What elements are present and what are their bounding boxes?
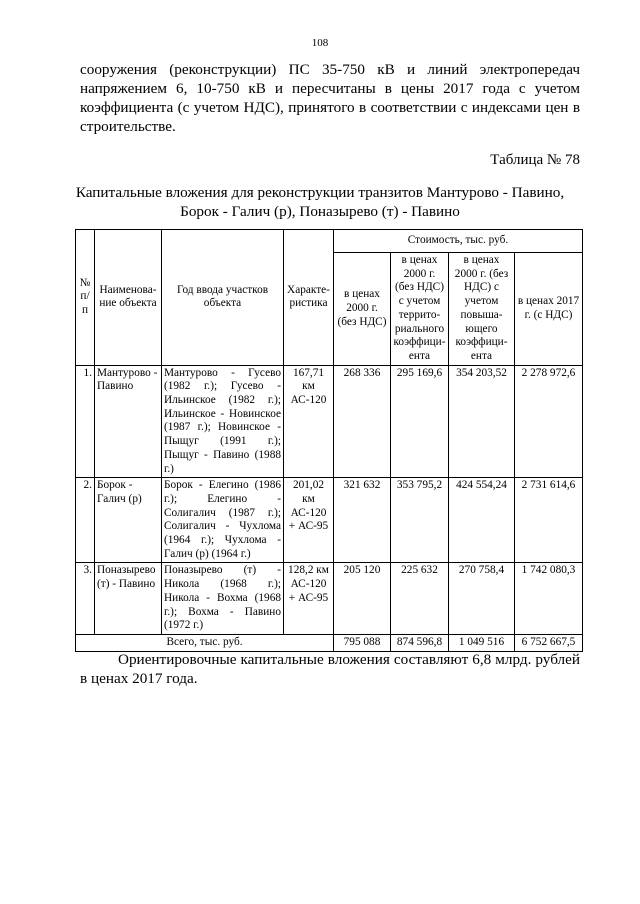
total-cost-2017: 6 752 667,5 (515, 634, 583, 651)
row-num: 2. (76, 478, 95, 563)
row-years: Мантурово - Гусево (1982 г.); Гусево - Ильинское (1982 г.); Ильинское - Новинское (1987 г.); Новинское - Пыщуг (1991 г.); Пыщуг - Павино (1988 г.) (162, 365, 284, 478)
header-characteristic: Характе-ристика (284, 230, 334, 366)
table-row (76, 365, 583, 478)
table-number: Таблица № 78 (490, 152, 580, 168)
header-year: Год ввода участков объекта (162, 230, 284, 366)
row-cost-2000-increasing: 354 203,52 (449, 365, 515, 478)
header-cost-2000-territorial: в ценах 2000 г. (без НДС) с учетом террито-риального коэффици-ента (391, 253, 449, 366)
row-characteristic: 201,02 км АС-120 + АС-95 (284, 478, 334, 563)
row-cost-2000: 268 336 (334, 365, 391, 478)
row-cost-2000-territorial: 225 632 (391, 563, 449, 635)
row-cost-2017: 2 278 972,6 (515, 365, 583, 478)
row-characteristic: 167,71 км АС-120 (284, 365, 334, 478)
total-cost-2000-territorial: 874 596,8 (391, 634, 449, 651)
conclusion-text: Ориентировочные капитальные вложения составляют 6,8 млрд. рублей в ценах 2017 года. (80, 651, 580, 687)
row-num: 1. (76, 365, 95, 478)
total-cost-2000-increasing: 1 049 516 (449, 634, 515, 651)
row-cost-2017: 2 731 614,6 (515, 478, 583, 563)
header-cost-2000: в ценах 2000 г. (без НДС) (334, 253, 391, 366)
intro-paragraph (80, 60, 580, 136)
intro-text: сооружения (реконструкции) ПС 35-750 кВ и линий электропередач напряжением 6, 10-750 кВ и пересчитаны в цены 2017 года с учетом коэффициента (с учетом НДС), принятого в соответствии с индексами цен в строительстве. (80, 61, 580, 135)
table-row (76, 563, 583, 635)
row-cost-2000-territorial: 295 169,6 (391, 365, 449, 478)
row-cost-2000-increasing: 424 554,24 (449, 478, 515, 563)
header-name: Наименова-ние объекта (95, 230, 162, 366)
table-row (76, 478, 583, 563)
row-cost-2017: 1 742 080,3 (515, 563, 583, 635)
row-name: Поназырево (т) - Павино (95, 563, 162, 635)
total-row (76, 634, 583, 651)
row-name: Мантурово - Павино (95, 365, 162, 478)
table-title (60, 183, 580, 221)
header-num: № п/п (76, 230, 95, 366)
row-years: Борок - Елегино (1986 г.); Елегино - Солигалич (1987 г.); Солигалич - Чухлома (1964 г.); Чухлома - Галич (р) (1964 г.) (162, 478, 284, 563)
conclusion-paragraph (80, 650, 580, 688)
row-cost-2000-increasing: 270 758,4 (449, 563, 515, 635)
row-cost-2000-territorial: 353 795,2 (391, 478, 449, 563)
row-years: Поназырево (т) - Никола (1968 г.); Никола - Вохма (1968 г.); Вохма - Павино (1972 г.) (162, 563, 284, 635)
total-cost-2000: 795 088 (334, 634, 391, 651)
header-cost-group: Стоимость, тыс. руб. (334, 230, 583, 253)
row-characteristic: 128,2 км АС-120 + АС-95 (284, 563, 334, 635)
row-cost-2000: 205 120 (334, 563, 391, 635)
table-title-line-2: Борок - Галич (р), Поназырево (т) - Павино (180, 203, 460, 220)
header-cost-2000-increasing: в ценах 2000 г. (без НДС) с учетом повыша-ющего коэффици-ента (449, 253, 515, 366)
header-cost-2017: в ценах 2017 г. (с НДС) (515, 253, 583, 366)
row-num: 3. (76, 563, 95, 635)
row-name: Борок - Галич (р) (95, 478, 162, 563)
page-number: 108 (311, 37, 329, 49)
capital-investments-table (75, 229, 583, 652)
row-cost-2000: 321 632 (334, 478, 391, 563)
table-title-line-1: Капитальные вложения для реконструкции транзитов Мантурово - Павино, (75, 184, 565, 201)
total-label: Всего, тыс. руб. (76, 634, 334, 651)
